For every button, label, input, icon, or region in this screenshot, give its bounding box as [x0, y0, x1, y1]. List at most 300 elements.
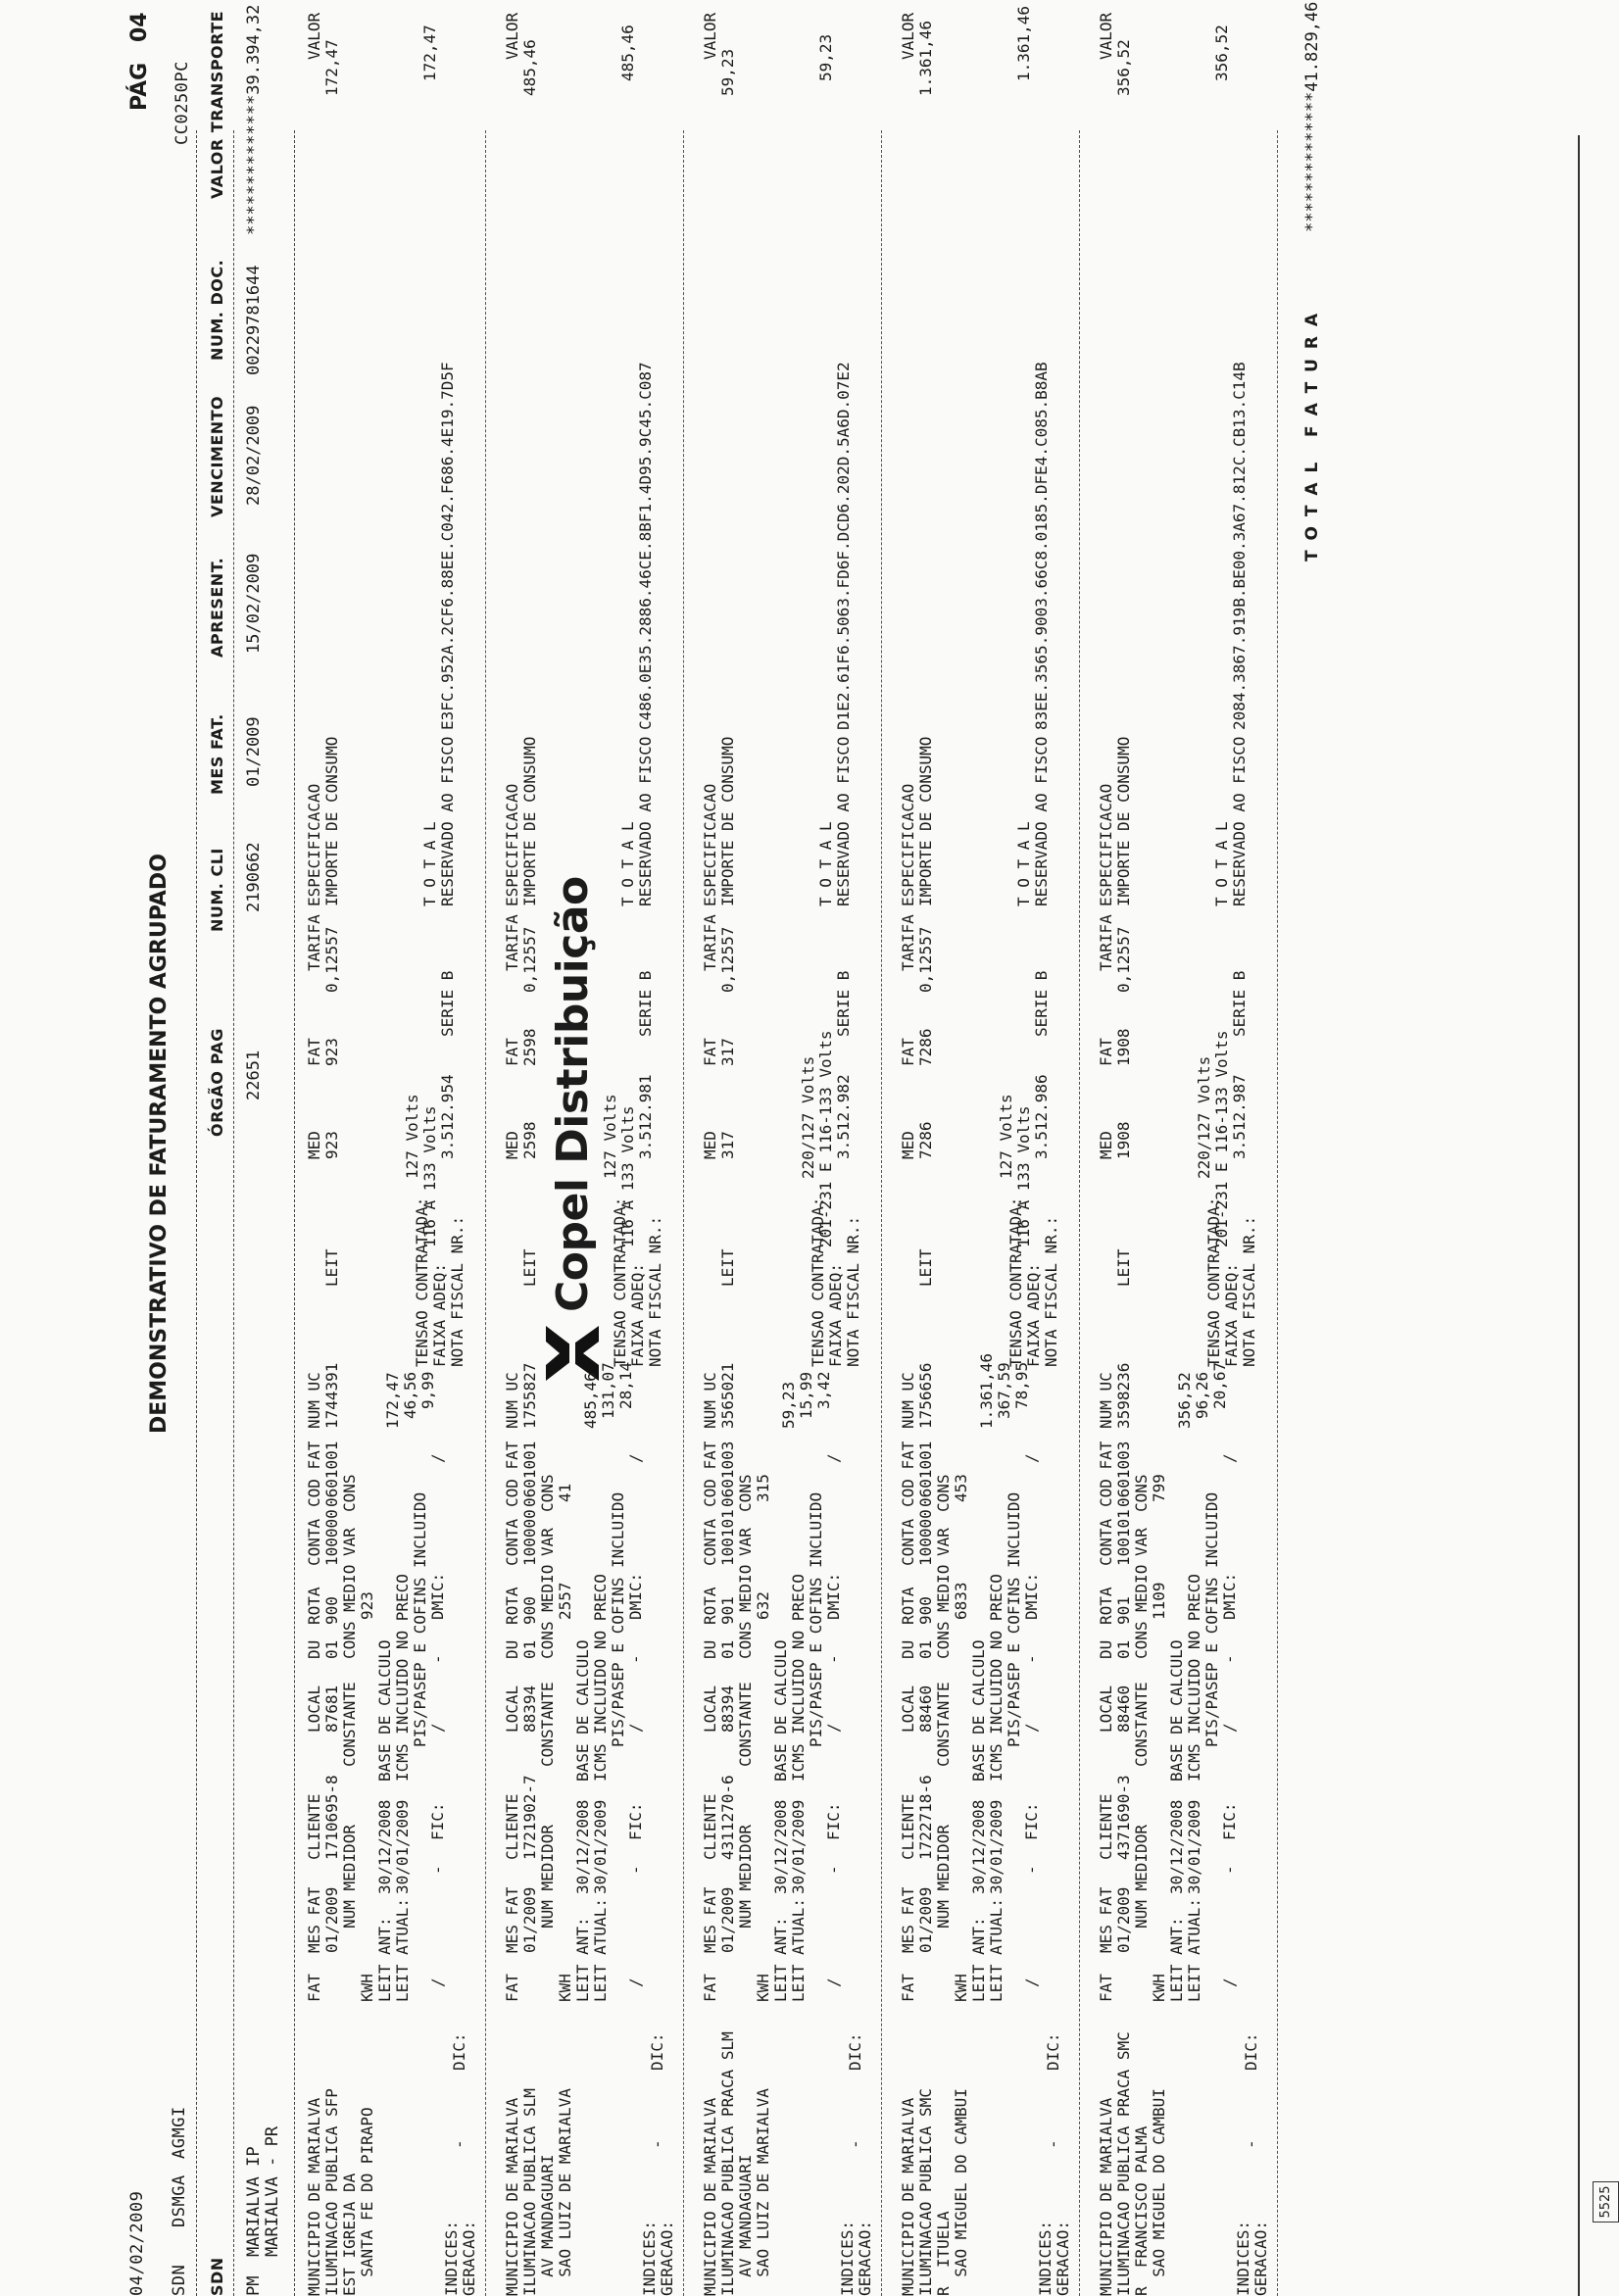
- dash-mark: -: [1242, 2139, 1260, 2149]
- total-value: 356,52: [1212, 24, 1231, 81]
- med-label: MED: [701, 1131, 719, 1159]
- dash-3: -: [824, 1654, 843, 1664]
- record-owner-line: SAO LUIZ DE MARIALVA: [754, 2088, 772, 2296]
- faixa-label: FAIXA ADEQ:: [1024, 1263, 1043, 1367]
- constante-label: CONSTANTE: [1132, 1682, 1151, 1767]
- med-label: MED: [899, 1131, 917, 1159]
- dmic-label: DMIC:: [428, 1572, 447, 1620]
- rota-value: 900: [520, 1596, 539, 1625]
- faixa-value: 201-231 E 116-133 Volts: [816, 1030, 835, 1247]
- valor-value: 172,47: [322, 39, 341, 96]
- cons-medio-value: 923: [358, 1591, 376, 1620]
- group-num-doc: 00229781644: [244, 265, 264, 375]
- mes-fat-label: MES FAT: [899, 1886, 917, 1953]
- cons-medio-label: CONS MEDIO: [340, 1564, 359, 1659]
- indices-label: INDICES:: [838, 2220, 857, 2296]
- var-label: VAR: [1132, 1528, 1151, 1556]
- faixa-value: 201-231 E 116-133 Volts: [1212, 1030, 1231, 1247]
- base-calculo-label: BASE DE CALCULO: [1167, 1639, 1186, 1782]
- group-orgao: 22651: [244, 1050, 264, 1100]
- especificacao-label: ESPECIFICACAO: [305, 783, 323, 906]
- slash-2: /: [1220, 1723, 1239, 1733]
- faixa-value: 116 A 133 Volts: [420, 1105, 439, 1247]
- record-owner-line: AV MANDAGUARI: [736, 2154, 755, 2296]
- local-value: 88394: [520, 1685, 539, 1733]
- conta-value: 100000: [322, 1509, 341, 1566]
- cliente-value: 1710695-8: [322, 1775, 341, 1860]
- conta-label: CONTA: [899, 1518, 917, 1566]
- rota-label: ROTA: [503, 1587, 521, 1625]
- cliente-value: 1722718-6: [916, 1775, 935, 1860]
- tensao-label: TENSAO CONTRATADA:: [1204, 1197, 1223, 1367]
- dash-3: -: [626, 1654, 645, 1664]
- constante-label: CONSTANTE: [340, 1682, 359, 1767]
- leit-label: LEIT: [718, 1248, 737, 1287]
- indices-label: INDICES:: [442, 2220, 461, 2296]
- nota-label: NOTA FISCAL NR.:: [1042, 1215, 1060, 1367]
- total-label: T O T A L: [420, 821, 439, 906]
- cliente-value: 1721902-7: [520, 1775, 539, 1860]
- group-vencimento: 28/02/2009: [244, 405, 264, 506]
- fat-col-value: 1908: [1114, 1028, 1133, 1066]
- serie-label: SERIE B: [834, 970, 853, 1037]
- serie-label: SERIE B: [636, 970, 655, 1037]
- cod-fat-label: COD FAT: [503, 1441, 521, 1507]
- conta-value: 100000: [520, 1509, 539, 1566]
- num-uc-label: NUM UC: [899, 1372, 917, 1429]
- indices-label: INDICES:: [640, 2220, 659, 2296]
- cons-label: CONS: [340, 1474, 359, 1512]
- valor-value: 1.361,46: [916, 20, 935, 96]
- group-name: MARIALVA IP: [244, 2146, 264, 2257]
- record-owner-line: MUNICIPIO DE MARIALVA: [1097, 2097, 1115, 2296]
- num-uc-label: NUM UC: [305, 1372, 323, 1429]
- conta-label: CONTA: [503, 1518, 521, 1566]
- cons-label: CONS: [736, 1474, 755, 1512]
- fat-col-label: FAT: [899, 1038, 917, 1066]
- local-label: LOCAL: [503, 1685, 521, 1733]
- fisco-code: C486.0E35.2886.46CE.8BF1.4D95.9C45.C087: [636, 362, 655, 730]
- dash-3: -: [1022, 1654, 1041, 1664]
- pis-label: PIS/PASEP E COFINS INCLUIDO: [609, 1491, 627, 1747]
- geracao-label: GERACAO:: [1054, 2220, 1072, 2296]
- slash-3: /: [428, 1453, 447, 1463]
- valor-label: VALOR: [1097, 12, 1115, 60]
- company-name: Copel Distribuição: [547, 876, 598, 1312]
- frame-line: [1578, 135, 1580, 2296]
- du-value: 01: [520, 1639, 539, 1659]
- record-owner-line: SANTA FE DO PIRAPO: [358, 2107, 376, 2296]
- leit-atual-label: LEIT ATUAL:: [591, 1898, 610, 2002]
- fat-col-label: FAT: [305, 1038, 323, 1066]
- slash-2: /: [626, 1723, 645, 1733]
- leit-atual-date: 30/01/2009: [393, 1799, 412, 1894]
- pis-value: 78,95: [1012, 1361, 1031, 1409]
- local-value: 88460: [916, 1685, 935, 1733]
- local-label: LOCAL: [701, 1685, 719, 1733]
- leit-ant-label: LEIT ANT:: [1167, 1917, 1186, 2002]
- serie-label: SERIE B: [1230, 970, 1249, 1037]
- importe-label: IMPORTE DE CONSUMO: [520, 736, 539, 906]
- nota-value: 3.512.981: [636, 1074, 655, 1159]
- dash-mark: -: [648, 2139, 666, 2149]
- dmic-label: DMIC:: [824, 1572, 843, 1620]
- fic-label: FIC:: [1022, 1802, 1041, 1840]
- valor-value: 59,23: [718, 48, 737, 96]
- local-value: 87681: [322, 1685, 341, 1733]
- var-cons-value: 453: [952, 1474, 970, 1502]
- reservado-label: RESERVADO AO FISCO: [834, 736, 853, 906]
- print-date: 04/02/2009: [127, 2190, 147, 2296]
- du-value: 01: [718, 1639, 737, 1659]
- mes-fat-value: 01/2009: [1114, 1886, 1133, 1953]
- dash-2: -: [626, 1865, 645, 1875]
- fat-label: FAT: [899, 1974, 917, 2002]
- slash-2: /: [824, 1723, 843, 1733]
- mes-fat-value: 01/2009: [322, 1886, 341, 1953]
- local-value: 88460: [1114, 1685, 1133, 1733]
- dic-label: DIC:: [1044, 2032, 1062, 2071]
- page-number: 04: [127, 12, 152, 42]
- cod-fat-value: 0601001: [520, 1441, 539, 1507]
- dic-label: DIC:: [1242, 2032, 1260, 2071]
- cons-label: CONS: [934, 1474, 953, 1512]
- group-pm: PM: [244, 2275, 264, 2296]
- med-value: 923: [322, 1131, 341, 1159]
- mes-fat-value: 01/2009: [520, 1886, 539, 1953]
- record-separator: [1079, 130, 1080, 2296]
- tensao-value: 127 Volts: [403, 1094, 421, 1179]
- conta-value: 100101: [1114, 1509, 1133, 1566]
- importe-label: IMPORTE DE CONSUMO: [322, 736, 341, 906]
- total-label: T O T A L: [1014, 821, 1033, 906]
- record-owner-line: EST IGREJA DA: [340, 2173, 359, 2296]
- var-cons-value: 799: [1150, 1474, 1168, 1502]
- leit-ant-label: LEIT ANT:: [375, 1917, 394, 2002]
- dmic-label: DMIC:: [626, 1572, 645, 1620]
- kwh-label: KWH: [556, 1974, 574, 2002]
- tensao-label: TENSAO CONTRATADA:: [1006, 1197, 1025, 1367]
- leit-atual-date: 30/01/2009: [789, 1799, 808, 1894]
- reservado-label: RESERVADO AO FISCO: [438, 736, 457, 906]
- slash-3: /: [626, 1453, 645, 1463]
- fat-col-label: FAT: [701, 1038, 719, 1066]
- dash-mark: -: [1044, 2139, 1062, 2149]
- icms-label: ICMS INCLUIDO NO PRECO: [789, 1574, 808, 1782]
- nota-value: 3.512.954: [438, 1074, 457, 1159]
- col-vencimento: VENCIMENTO: [208, 395, 226, 517]
- leit-ant-date: 30/12/2008: [969, 1799, 988, 1894]
- especificacao-label: ESPECIFICACAO: [1097, 783, 1115, 906]
- cod-fat-label: COD FAT: [305, 1441, 323, 1507]
- icms-label: ICMS INCLUIDO NO PRECO: [987, 1574, 1006, 1782]
- cod-fat-label: COD FAT: [701, 1441, 719, 1507]
- var-cons-value: 41: [556, 1483, 574, 1502]
- du-label: DU: [1097, 1639, 1115, 1659]
- fisco-code: E3FC.952A.2CF6.88EE.C042.F686.4E19.7D5F: [438, 362, 457, 730]
- fat-label: FAT: [305, 1974, 323, 2002]
- cliente-label: CLIENTE: [503, 1793, 521, 1860]
- record-owner-line: ILUMINACAO PUBLICA PRACA SMC: [1114, 2031, 1133, 2296]
- var-cons-value: 315: [754, 1474, 772, 1502]
- tarifa-label: TARIFA: [899, 914, 917, 971]
- record-owner-line: SAO MIGUEL DO CAMBUI: [952, 2088, 970, 2296]
- mes-fat-label: MES FAT: [701, 1886, 719, 1953]
- base-value: 356,52: [1175, 1372, 1194, 1429]
- record-owner-line: AV MANDAGUARI: [538, 2154, 557, 2296]
- reservado-label: RESERVADO AO FISCO: [1230, 736, 1249, 906]
- tensao-label: TENSAO CONTRATADA:: [611, 1197, 629, 1367]
- rota-value: 901: [718, 1596, 737, 1625]
- mes-fat-label: MES FAT: [1097, 1886, 1115, 1953]
- du-label: DU: [503, 1639, 521, 1659]
- leit-ant-label: LEIT ANT:: [969, 1917, 988, 2002]
- base-calculo-label: BASE DE CALCULO: [969, 1639, 988, 1782]
- pis-value: 28,14: [616, 1361, 635, 1409]
- local-value: 88394: [718, 1685, 737, 1733]
- cliente-value: 4371690-3: [1114, 1775, 1133, 1860]
- med-value: 1908: [1114, 1121, 1133, 1159]
- slash-3: /: [824, 1453, 843, 1463]
- group-city: MARIALVA - PR: [263, 2125, 282, 2257]
- leit-ant-label: LEIT ANT:: [771, 1917, 790, 2002]
- constante-label: CONSTANTE: [538, 1682, 557, 1767]
- pis-label: PIS/PASEP E COFINS INCLUIDO: [1202, 1491, 1221, 1747]
- col-valor-transporte: VALOR TRANSPORTE: [208, 10, 226, 199]
- columns-rule: [233, 130, 234, 2296]
- fat-label: FAT: [503, 1974, 521, 2002]
- leit-atual-date: 30/01/2009: [1185, 1799, 1203, 1894]
- leit-label: LEIT: [322, 1248, 341, 1287]
- fat-col-value: 7286: [916, 1028, 935, 1066]
- tarifa-label: TARIFA: [1097, 914, 1115, 971]
- slash-2: /: [1022, 1723, 1041, 1733]
- record-separator: [683, 130, 684, 2296]
- valor-label: VALOR: [701, 12, 719, 60]
- sdn-label: SDN: [170, 2264, 189, 2296]
- importe-label: IMPORTE DE CONSUMO: [718, 736, 737, 906]
- cons-medio-label: CONS MEDIO: [736, 1564, 755, 1659]
- record-owner-line: ILUMINACAO PUBLICA SLM: [520, 2088, 539, 2296]
- record-owner-line: MUNICIPIO DE MARIALVA: [701, 2097, 719, 2296]
- tarifa-value: 0,12557: [916, 926, 935, 993]
- fat-col-value: 2598: [520, 1028, 539, 1066]
- dic-label: DIC:: [450, 2032, 468, 2071]
- icms-label: ICMS INCLUIDO NO PRECO: [393, 1574, 412, 1782]
- page-label: PÁG: [127, 62, 152, 111]
- importe-label: IMPORTE DE CONSUMO: [916, 736, 935, 906]
- nota-value: 3.512.986: [1032, 1074, 1051, 1159]
- record-owner-line: R FRANCISCO PALMA: [1132, 2125, 1151, 2296]
- record-separator: [881, 130, 882, 2296]
- fisco-code: D1E2.61F6.5063.FD6F.DCD6.202D.5A6D.07E2: [834, 362, 853, 730]
- var-label: VAR: [736, 1528, 755, 1556]
- valor-label: VALOR: [503, 12, 521, 60]
- cliente-label: CLIENTE: [899, 1793, 917, 1860]
- tensao-label: TENSAO CONTRATADA:: [413, 1197, 431, 1367]
- faixa-label: FAIXA ADEQ:: [430, 1263, 449, 1367]
- indices-label: INDICES:: [1234, 2220, 1252, 2296]
- cons-medio-label: CONS MEDIO: [538, 1564, 557, 1659]
- fisco-code: 2084.3867.919B.BE00.3A67.812C.CB13.C14B: [1230, 362, 1249, 730]
- rota-label: ROTA: [1097, 1587, 1115, 1625]
- pis-label: PIS/PASEP E COFINS INCLUIDO: [411, 1491, 429, 1747]
- base-calculo-label: BASE DE CALCULO: [771, 1639, 790, 1782]
- record-owner-line: MUNICIPIO DE MARIALVA: [305, 2097, 323, 2296]
- record-owner-line: ILUMINACAO PUBLICA PRACA SLM: [718, 2031, 737, 2296]
- record-owner-line: MUNICIPIO DE MARIALVA: [899, 2097, 917, 2296]
- leit-label: LEIT: [520, 1248, 539, 1287]
- faixa-label: FAIXA ADEQ:: [1222, 1263, 1241, 1367]
- importe-label: IMPORTE DE CONSUMO: [1114, 736, 1133, 906]
- kwh-label: KWH: [358, 1974, 376, 2002]
- constante-label: CONSTANTE: [934, 1682, 953, 1767]
- slash-1: /: [824, 1978, 843, 1987]
- col-apresent: APRESENT.: [208, 557, 226, 658]
- document-stamp: 5525: [1593, 2181, 1619, 2223]
- rota-value: 900: [916, 1596, 935, 1625]
- col-mes-fat: MES FAT.: [208, 713, 226, 795]
- geracao-label: GERACAO:: [460, 2220, 478, 2296]
- cliente-label: CLIENTE: [701, 1793, 719, 1860]
- cons-medio-value: 6833: [952, 1582, 970, 1620]
- nota-value: 3.512.982: [834, 1074, 853, 1159]
- especificacao-label: ESPECIFICACAO: [899, 783, 917, 906]
- valor-value: 356,52: [1114, 39, 1133, 96]
- cliente-label: CLIENTE: [305, 1793, 323, 1860]
- tarifa-label: TARIFA: [503, 914, 521, 971]
- leit-ant-date: 30/12/2008: [1167, 1799, 1186, 1894]
- serie-label: SERIE B: [1032, 970, 1051, 1037]
- geracao-label: GERACAO:: [658, 2220, 676, 2296]
- base-value: 485,46: [581, 1372, 600, 1429]
- cod-fat-value: 0601001: [916, 1441, 935, 1507]
- dash-mark: -: [846, 2139, 864, 2149]
- constante-label: CONSTANTE: [736, 1682, 755, 1767]
- col-num-cli: NUM. CLI: [208, 848, 226, 932]
- num-uc-value: 1756656: [916, 1362, 935, 1429]
- icms-value: 131,07: [599, 1362, 617, 1419]
- fat-col-value: 317: [718, 1038, 737, 1066]
- total-label: T O T A L: [816, 821, 835, 906]
- valor-label: VALOR: [305, 12, 323, 60]
- group-mes-fat: 01/2009: [244, 716, 264, 787]
- rota-value: 900: [322, 1596, 341, 1625]
- base-value: 172,47: [383, 1372, 402, 1429]
- med-label: MED: [503, 1131, 521, 1159]
- group-apresent: 15/02/2009: [244, 553, 264, 654]
- med-value: 317: [718, 1131, 737, 1159]
- faixa-value: 116 A 133 Volts: [618, 1105, 637, 1247]
- med-label: MED: [1097, 1131, 1115, 1159]
- col-sdn: SDN: [208, 2257, 226, 2296]
- icms-value: 367,59: [995, 1362, 1013, 1419]
- tarifa-label: TARIFA: [701, 914, 719, 971]
- fat-col-value: 923: [322, 1038, 341, 1066]
- dash-3: -: [1220, 1654, 1239, 1664]
- cod-fat-value: 0601003: [718, 1441, 737, 1507]
- kwh-label: KWH: [952, 1974, 970, 2002]
- pis-label: PIS/PASEP E COFINS INCLUIDO: [1005, 1491, 1023, 1747]
- leit-label: LEIT: [916, 1248, 935, 1287]
- cons-medio-value: 2557: [556, 1582, 574, 1620]
- tensao-value: 127 Volts: [601, 1094, 619, 1179]
- nota-label: NOTA FISCAL NR.:: [1240, 1215, 1258, 1367]
- total-fatura-value: **************41.829,46: [1302, 1, 1322, 232]
- rotated-sheet: [0, 3, 1619, 2296]
- fat-col-label: FAT: [503, 1038, 521, 1066]
- faixa-label: FAIXA ADEQ:: [628, 1263, 647, 1367]
- leit-atual-date: 30/01/2009: [987, 1799, 1006, 1894]
- icms-label: ICMS INCLUIDO NO PRECO: [1185, 1574, 1203, 1782]
- tensao-value: 127 Volts: [997, 1094, 1015, 1179]
- record-separator: [1277, 130, 1278, 2296]
- nota-label: NOTA FISCAL NR.:: [448, 1215, 466, 1367]
- leit-ant-label: LEIT ANT:: [573, 1917, 592, 2002]
- total-value: 172,47: [420, 24, 439, 81]
- fic-label: FIC:: [428, 1802, 447, 1840]
- leit-ant-date: 30/12/2008: [573, 1799, 592, 1894]
- agmgi-label: AGMGI: [170, 2106, 189, 2159]
- num-medidor-label: NUM MEDIDOR: [340, 1825, 359, 1929]
- pis-value: 9,99: [418, 1371, 437, 1409]
- cod-fat-value: 0601003: [1114, 1441, 1133, 1507]
- header-rule: [196, 130, 197, 2296]
- reservado-label: RESERVADO AO FISCO: [636, 736, 655, 906]
- tensao-label: TENSAO CONTRATADA:: [809, 1197, 827, 1367]
- total-label: T O T A L: [618, 821, 637, 906]
- dash-2: -: [824, 1865, 843, 1875]
- group-valor: **************39.394,32: [244, 4, 264, 235]
- total-label: T O T A L: [1212, 821, 1231, 906]
- nota-label: NOTA FISCAL NR.:: [646, 1215, 664, 1367]
- faixa-label: FAIXA ADEQ:: [826, 1263, 845, 1367]
- report-title: DEMONSTRATIVO DE FATURAMENTO AGRUPADO: [147, 854, 172, 1434]
- total-fatura-label: T O T A L F A T U R A: [1302, 311, 1322, 562]
- mes-fat-label: MES FAT: [503, 1886, 521, 1953]
- cons-medio-value: 1109: [1150, 1582, 1168, 1620]
- record-owner-line: MUNICIPIO DE MARIALVA: [503, 2097, 521, 2296]
- reservado-label: RESERVADO AO FISCO: [1032, 736, 1051, 906]
- du-label: DU: [701, 1639, 719, 1659]
- leit-label: LEIT: [1114, 1248, 1133, 1287]
- num-medidor-label: NUM MEDIDOR: [1132, 1825, 1151, 1929]
- group-rule: [294, 130, 295, 2296]
- leit-atual-label: LEIT ATUAL:: [789, 1898, 808, 2002]
- group-num-cli: 2190662: [244, 842, 264, 912]
- dic-label: DIC:: [648, 2032, 666, 2071]
- slash-1: /: [626, 1978, 645, 1987]
- num-uc-label: NUM UC: [503, 1372, 521, 1429]
- tarifa-label: TARIFA: [305, 914, 323, 971]
- cons-medio-label: CONS MEDIO: [1132, 1564, 1151, 1659]
- conta-label: CONTA: [701, 1518, 719, 1566]
- cons-label: CONS: [1132, 1474, 1151, 1512]
- num-uc-label: NUM UC: [701, 1372, 719, 1429]
- geracao-label: GERACAO:: [1251, 2220, 1270, 2296]
- mes-fat-value: 01/2009: [916, 1886, 935, 1953]
- icms-value: 46,56: [401, 1371, 419, 1419]
- record-owner-line: ILUMINACAO PUBLICA SMC: [916, 2088, 935, 2296]
- med-value: 2598: [520, 1121, 539, 1159]
- total-value: 1.361,46: [1014, 5, 1033, 81]
- geracao-label: GERACAO:: [856, 2220, 874, 2296]
- kwh-label: KWH: [754, 1974, 772, 2002]
- especificacao-label: ESPECIFICACAO: [503, 783, 521, 906]
- serie-label: SERIE B: [438, 970, 457, 1037]
- tarifa-value: 0,12557: [322, 926, 341, 993]
- dash-3: -: [428, 1654, 447, 1664]
